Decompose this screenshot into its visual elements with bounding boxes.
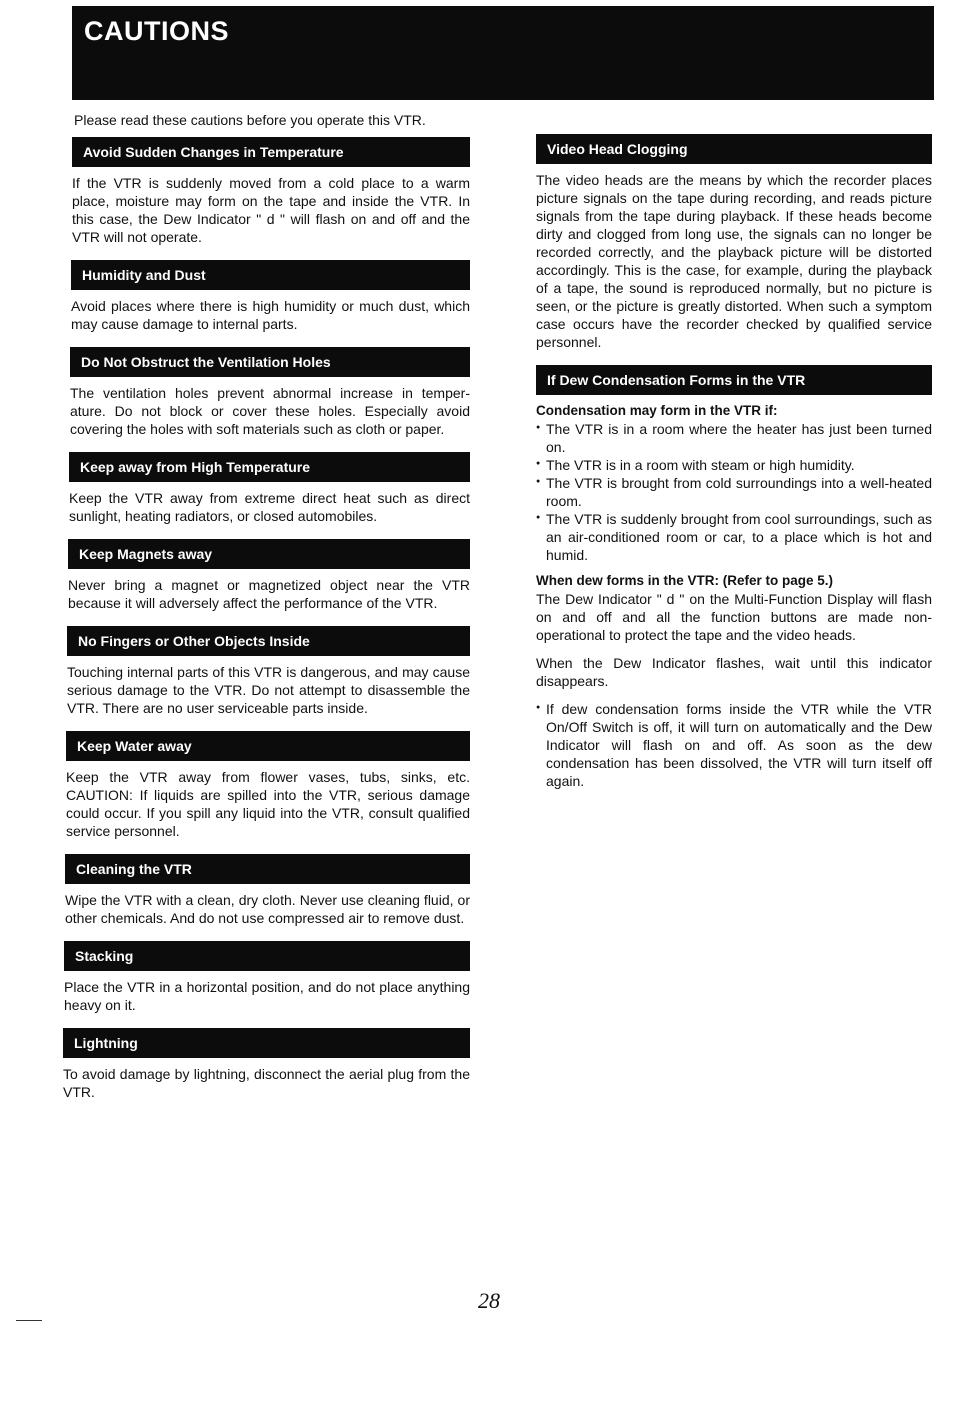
section-text: Place the VTR in a horizontal position, and do not place anything heavy on it.: [64, 979, 470, 1013]
section-heading: Keep Magnets away: [68, 539, 470, 569]
section-heading: Lightning: [63, 1028, 470, 1058]
section-text: The ventilation holes prevent abnormal increase in temper-ature. Do not block or cover these holes. Especially avoid covering the holes with soft materials such as cloth or paper.: [70, 385, 470, 437]
section-heading: No Fingers or Other Objects Inside: [67, 626, 470, 656]
section-stacking: [64, 941, 470, 1014]
section-text: Touching internal parts of this VTR is dangerous, and may cause serious damage to the VTR. Do not attempt to disassemble the VTR. There are no user serviceable parts inside.: [67, 664, 470, 716]
section-heading: Video Head Clogging: [536, 134, 932, 164]
section-text: To avoid damage by lightning, disconnect the aerial plug from the VTR.: [63, 1066, 470, 1100]
section-heading: Stacking: [64, 941, 470, 971]
condition-list: [536, 420, 932, 564]
section-no-fingers: [67, 626, 470, 717]
section-high-temperature: [69, 452, 470, 525]
auto-on-note: [536, 700, 932, 790]
section-heading: Avoid Sudden Changes in Temperature: [72, 137, 470, 167]
right-column: [536, 134, 932, 804]
section-water: [66, 731, 470, 840]
section-magnets: [68, 539, 470, 612]
left-column: [63, 112, 470, 1115]
list-item: ● The VTR is in a room where the heater has just been turned on.: [536, 420, 932, 456]
section-ventilation: [70, 347, 470, 438]
subheading-condensation: Condensation may form in the VTR if:: [536, 403, 778, 418]
section-heading: Cleaning the VTR: [65, 854, 470, 884]
section-lightning: [63, 1028, 470, 1101]
section-avoid-sudden-changes: [72, 137, 470, 246]
section-humidity-dust: [71, 260, 470, 333]
section-text: Never bring a magnet or magnetized object near the VTR because it will adversely affect the performance of the VTR.: [68, 577, 470, 611]
list-item: ● If dew condensation forms inside the VTR while the VTR On/Off Switch is off, it will turn on automatically and the Dew Indicator will flash on and off. As soon as the dew condensation has been dissolved, the VTR will turn itself off again.: [536, 700, 932, 790]
section-text: Keep the VTR away from extreme direct heat such as direct sunlight, heating radiators, or closed automobiles.: [69, 490, 470, 524]
list-item: ● The VTR is brought from cold surroundings into a well-heated room.: [536, 474, 932, 510]
list-item: ● The VTR is in a room with steam or high humidity.: [536, 456, 932, 474]
section-dew-condensation: [536, 365, 932, 790]
section-heading: Do Not Obstruct the Ventilation Holes: [70, 347, 470, 377]
section-text: Keep the VTR away from flower vases, tubs, sinks, etc. CAUTION: If liquids are spilled into the VTR, serious damage could occur. If you spill any liquid into the VTR, consult qualified service personnel.: [66, 769, 470, 839]
dew-wait-text: When the Dew Indicator flashes, wait until this indicator disappears.: [536, 655, 932, 689]
intro-text: Please read these cautions before you operate this VTR.: [74, 112, 426, 128]
section-heading: If Dew Condensation Forms in the VTR: [536, 365, 932, 395]
page-title: CAUTIONS: [84, 16, 229, 46]
section-text: Avoid places where there is high humidity or much dust, which may cause damage to internal parts.: [71, 298, 470, 332]
section-text: The video heads are the means by which the recorder places picture signals on the tape during recording, and reads picture signals from the tape during playback. If these heads become dirty and clogged from long use, the signals can no longer be recorded correctly, and the playback picture will be distorted accordingly. This is the case, for example, during the playback of a tape, the sound is reproduced normally, but no picture is seen, or the picture is greatly distorted. When such a symptom case occurs have the recorder checked by qualified service personnel.: [536, 172, 932, 350]
section-heading: Humidity and Dust: [71, 260, 470, 290]
section-video-head-clogging: [536, 134, 932, 351]
section-text: If the VTR is suddenly moved from a cold place to a warm place, moisture may form on the tape and inside the VTR. In this case, the Dew Indicator " d " will flash on and off and the VTR will not operate.: [72, 175, 470, 245]
page-number: 28: [478, 1288, 500, 1313]
list-item: ● The VTR is suddenly brought from cool surroundings, such as an air-conditioned room or car, to a place which is hot and humid.: [536, 510, 932, 564]
dew-indicator-text: The Dew Indicator " d " on the Multi-Function Display will flash on and off and all the function buttons are made non-operational to protect the tape and the video heads.: [536, 591, 932, 643]
section-heading: Keep away from High Temperature: [69, 452, 470, 482]
section-cleaning: [65, 854, 470, 927]
section-text: Wipe the VTR with a clean, dry cloth. Never use cleaning fluid, or other chemicals. And do not use compressed air to remove dust.: [65, 892, 470, 926]
margin-mark: [16, 1320, 42, 1321]
section-heading: Keep Water away: [66, 731, 470, 761]
title-banner: [72, 6, 934, 100]
subheading-when-dew-forms: When dew forms in the VTR: (Refer to page 5.): [536, 573, 834, 588]
